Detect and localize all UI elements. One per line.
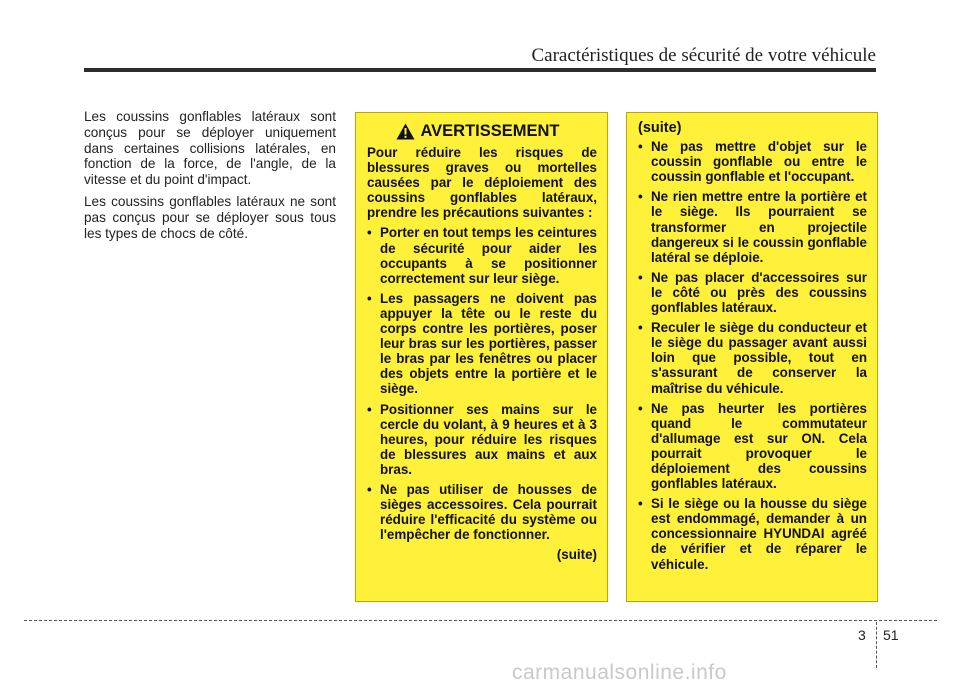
warning-title: AVERTISSEMENT	[420, 122, 560, 140]
warning-list	[638, 139, 867, 572]
warning-item: • Les passagers ne doivent pas appuyer la tête ou le reste du corps contre les portières, poser leur bras sur les portières, passer le bras par les fenêtres ou placer des objets entre la portière et le siège.	[367, 291, 597, 397]
body-paragraph: Les coussins gonflables latéraux sont conçus pour se déployer uniquement dans certaines collisions latérales, en fonction de la force, de l'angle, de la vitesse et du point d'impact.	[84, 109, 336, 188]
header-rule	[84, 68, 876, 72]
body-text	[84, 109, 336, 247]
warning-box	[355, 112, 608, 602]
warning-item: • Ne pas mettre d'objet sur le coussin gonflable ou entre le coussin gonflable et l'occupant.	[638, 139, 867, 184]
warning-triangle-icon	[396, 123, 415, 140]
warning-item: • Ne pas heurter les portières quand le commutateur d'allumage est sur ON. Cela pourrait provoquer le déploiement des coussins gonflables latéraux.	[638, 401, 867, 492]
footer-rule	[24, 620, 937, 621]
warning-item: • Positionner ses mains sur le cercle du volant, à 9 heures et à 3 heures, pour réduire les risques de blessures aux mains et aux bras.	[367, 402, 597, 477]
warning-item: • Reculer le siège du conducteur et le siège du passager avant aussi loin que possible, tout en s'assurant de conserver la maîtrise du véhicule.	[638, 320, 867, 395]
footer-divider	[876, 622, 877, 668]
section-title: Caractéristiques de sécurité de votre véhicule	[531, 45, 876, 66]
warning-heading	[367, 121, 589, 141]
warning-item: • Ne pas placer d'accessoires sur le côté ou près des coussins gonflables latéraux.	[638, 270, 867, 315]
continued-heading: (suite)	[638, 120, 682, 136]
warning-item: • Porter en tout temps les ceintures de sécurité pour aider les occupants à se positionner correctement sur leur siège.	[367, 225, 597, 285]
warning-item: • Ne rien mettre entre la portière et le siège. Ils pourraient se transformer en projectile dangereux si le coussin gonflable latéral se déploie.	[638, 189, 867, 264]
warning-box-continued	[626, 112, 878, 602]
warning-item: • Ne pas utiliser de housses de sièges accessoires. Cela pourrait réduire l'efficacité du système ou l'empêcher de fonctionner.	[367, 482, 597, 542]
watermark: carmanualsonline.info	[512, 661, 727, 684]
page-number: 51	[883, 627, 899, 643]
chapter-number: 3	[858, 627, 866, 643]
warning-item: • Si le siège ou la housse du siège est endommagé, demander à un concessionnaire HYUNDAI agréé de vérifier et de réparer le véhicule.	[638, 496, 867, 571]
warning-intro: Pour réduire les risques de blessures graves ou mortelles causées par le déploiement des coussins gonflables latéraux, prendre les précautions suivantes :	[367, 145, 597, 221]
body-paragraph: Les coussins gonflables latéraux ne sont pas conçus pour se déployer sous tous les types de chocs de côté.	[84, 193, 336, 241]
warning-list	[367, 225, 597, 542]
continued-label: (suite)	[556, 547, 597, 563]
